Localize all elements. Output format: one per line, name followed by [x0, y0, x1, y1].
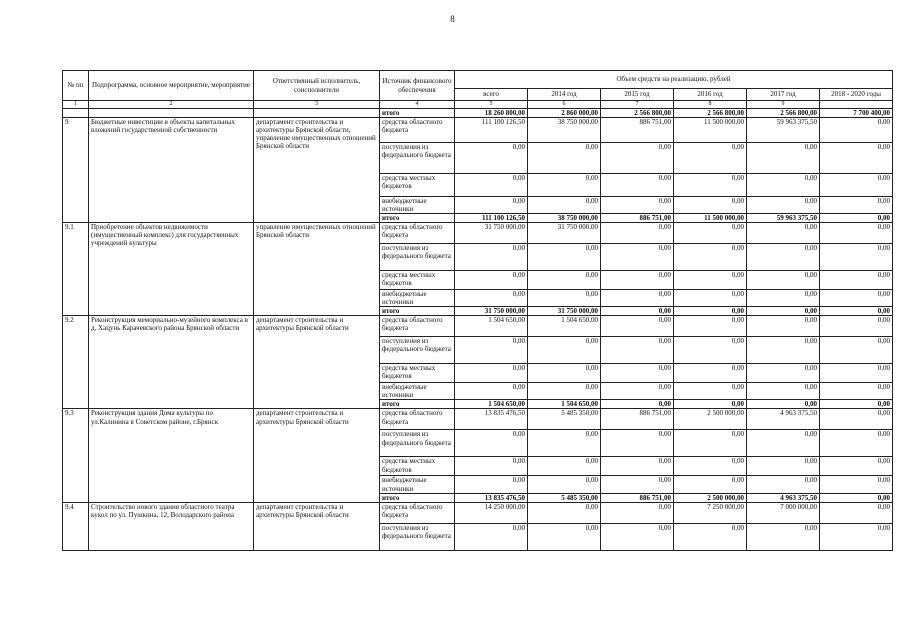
source-label: поступления из федерального бюджета	[380, 523, 455, 550]
cell-value: 0,00	[528, 174, 601, 197]
cell-value: 38 750 000,00	[528, 214, 601, 223]
source-label: внебюджетные источники	[380, 197, 455, 214]
cell-value: 0,00	[674, 457, 747, 476]
col-number: 7	[601, 101, 674, 109]
cell-value: 0,00	[528, 197, 601, 214]
cell-value: 0,00	[455, 523, 528, 550]
table-row	[63, 502, 893, 523]
cell-value: 0,00	[601, 197, 674, 214]
col-executor-header: Ответственный исполнитель, соисполнители	[254, 71, 380, 101]
cell-value: 0,00	[747, 364, 820, 383]
cell-value: 2 566 800,00	[601, 109, 674, 118]
cell-value: 0,00	[528, 430, 601, 457]
section-number: 9.1	[63, 223, 89, 316]
cell-value: 0,00	[528, 457, 601, 476]
cell-value: 18 260 800,00	[455, 109, 528, 118]
total-label: итого	[380, 493, 455, 502]
cell-value: 0,00	[747, 523, 820, 550]
cell-value: 111 100 126,50	[455, 214, 528, 223]
page-number: 8	[450, 14, 455, 24]
cell-value: 0,00	[674, 383, 747, 400]
total-label: итого	[380, 307, 455, 316]
cell-value: 0,00	[674, 197, 747, 214]
cell-value: 0,00	[601, 476, 674, 493]
cell-value: 0,00	[455, 383, 528, 400]
cell-value: 0,00	[747, 244, 820, 271]
cell-value: 0,00	[528, 383, 601, 400]
section-title: Приобретение объектов недвижимости (имущественный комплекс) для государственных учреждений культуры	[89, 223, 254, 316]
year-header: всего	[455, 89, 528, 101]
cell-value: 0,00	[601, 337, 674, 364]
cell-value: 0,00	[455, 174, 528, 197]
cell-value: 0,00	[601, 523, 674, 550]
cell-value: 0,00	[747, 400, 820, 409]
section-title: Реконструкция мемориально-музейного комплекса в д. Хацунь Карачевского района Брянской области	[89, 316, 254, 409]
cell-value: 0,00	[820, 400, 893, 409]
cell-value: 0,00	[601, 430, 674, 457]
cell-value: 0,00	[528, 502, 601, 523]
cell-value: 1 504 650,00	[455, 400, 528, 409]
cell-value: 0,00	[674, 400, 747, 409]
cell-value: 0,00	[601, 383, 674, 400]
cell-value: 0,00	[747, 197, 820, 214]
cell-value: 0,00	[601, 271, 674, 290]
cell-value: 0,00	[528, 364, 601, 383]
cell-value: 0,00	[747, 476, 820, 493]
source-label: средства местных бюджетов	[380, 364, 455, 383]
cell-value: 0,00	[747, 223, 820, 244]
cell-value: 5 485 350,00	[528, 493, 601, 502]
cell-value: 0,00	[455, 457, 528, 476]
cell-value: 0,00	[820, 244, 893, 271]
cell-value: 0,00	[455, 197, 528, 214]
cell-value: 0,00	[601, 143, 674, 174]
cell-value: 0,00	[820, 271, 893, 290]
cell-value: 2 860 000,00	[528, 109, 601, 118]
source-label: средства местных бюджетов	[380, 457, 455, 476]
section-executor: департамент строительства и архитектуры Брянской области	[254, 316, 380, 409]
year-header: 2016 год	[674, 89, 747, 101]
cell-value: 886 751,00	[601, 214, 674, 223]
source-label: средства областного бюджета	[380, 409, 455, 430]
year-header: 2014 год	[528, 89, 601, 101]
cell-value: 1 504 650,00	[528, 400, 601, 409]
cell-value: 886 751,00	[601, 493, 674, 502]
cell-value: 31 750 000,00	[528, 307, 601, 316]
cell-value: 0,00	[820, 118, 893, 143]
cell-value: 0,00	[820, 143, 893, 174]
cell-value: 0,00	[820, 523, 893, 550]
col-number: 2	[89, 101, 254, 109]
cell-value: 5 485 350,00	[528, 409, 601, 430]
cell-value: 11 500 000,00	[674, 118, 747, 143]
cell-value: 0,00	[455, 244, 528, 271]
section-number: 9	[63, 118, 89, 223]
cell-value: 0,00	[747, 174, 820, 197]
col-subprogram-header: Подпрограмма, основное мероприятие, мероприятие	[89, 71, 254, 101]
section-number: 9.3	[63, 409, 89, 502]
cell-value: 0,00	[747, 271, 820, 290]
cell-value: 4 963 375,50	[747, 409, 820, 430]
cell-value: 0,00	[528, 271, 601, 290]
cell-value: 0,00	[674, 337, 747, 364]
cell-value: 0,00	[820, 214, 893, 223]
cell-value: 0,00	[601, 400, 674, 409]
source-label: средства областного бюджета	[380, 502, 455, 523]
cell-value: 0,00	[820, 337, 893, 364]
cell-value: 0,00	[601, 364, 674, 383]
cell-value: 0,00	[674, 290, 747, 307]
cell-value: 11 500 000,00	[674, 214, 747, 223]
cell-value: 0,00	[820, 307, 893, 316]
col-number: 9	[747, 101, 820, 109]
cell-value: 7 000 000,00	[747, 502, 820, 523]
year-header: 2015 год	[601, 89, 674, 101]
cell-value: 2 566 800,00	[674, 109, 747, 118]
cell-value: 0,00	[747, 337, 820, 364]
cell-value: 0,00	[820, 502, 893, 523]
section-executor: управление имущественных отношений Брянской области	[254, 223, 380, 316]
cell-value: 0,00	[455, 430, 528, 457]
cell-value: 2 500 000,00	[674, 409, 747, 430]
table-body	[63, 109, 893, 551]
cell-value: 886 751,00	[601, 409, 674, 430]
cell-value: 0,00	[674, 364, 747, 383]
cell-value: 0,00	[820, 493, 893, 502]
cell-value: 0,00	[747, 316, 820, 337]
source-label: поступления из федерального бюджета	[380, 143, 455, 174]
total-label: итого	[380, 214, 455, 223]
source-label: поступления из федерального бюджета	[380, 430, 455, 457]
table-row	[63, 118, 893, 143]
cell-value: 0,00	[820, 383, 893, 400]
col-number: 6	[528, 101, 601, 109]
cell-value: 0,00	[674, 430, 747, 457]
source-label: внебюджетные источники	[380, 383, 455, 400]
table-row	[63, 223, 893, 244]
source-label: средства областного бюджета	[380, 316, 455, 337]
cell-value: 1 504 650,00	[455, 316, 528, 337]
cell-value: 0,00	[674, 244, 747, 271]
cell-value: 0,00	[820, 174, 893, 197]
year-header: 2017 год	[747, 89, 820, 101]
source-label: внебюджетные источники	[380, 290, 455, 307]
total-label: итого	[380, 109, 455, 118]
source-label: средства областного бюджета	[380, 118, 455, 143]
cell-value: 2 566 800,00	[747, 109, 820, 118]
cell-value: 7 700 400,00	[820, 109, 893, 118]
section-title: Строительство нового здания областного театра кукол по ул. Пушкина, 12, Володарского района	[89, 502, 254, 550]
col-number: 5	[455, 101, 528, 109]
cell-value: 4 963 375,50	[747, 493, 820, 502]
cell-value: 59 963 375,50	[747, 214, 820, 223]
cell-value: 0,00	[528, 290, 601, 307]
cell-value: 0,00	[601, 290, 674, 307]
table-row	[63, 409, 893, 430]
col-source-header: Источник финансового обеспечения	[380, 71, 455, 101]
source-label: средства местных бюджетов	[380, 174, 455, 197]
section-number: 9.4	[63, 502, 89, 550]
cell-value: 38 750 000,00	[528, 118, 601, 143]
cell-value: 0,00	[747, 307, 820, 316]
section-executor: департамент строительства и архитектуры Брянской области	[254, 409, 380, 502]
source-label: поступления из федерального бюджета	[380, 337, 455, 364]
col-number: 3	[254, 101, 380, 109]
cell-value: 14 250 000,00	[455, 502, 528, 523]
cell-value: 0,00	[820, 197, 893, 214]
cell-value: 0,00	[820, 409, 893, 430]
cell-value: 0,00	[528, 244, 601, 271]
cell-value: 0,00	[820, 223, 893, 244]
cell-value: 0,00	[747, 457, 820, 476]
col-no-header: № пп	[63, 71, 89, 101]
section-title: Реконструкция здания Дома культуры по ул.Калинина в Советском районе, г.Брянск	[89, 409, 254, 502]
cell-value: 7 250 000,00	[674, 502, 747, 523]
cell-value: 0,00	[674, 316, 747, 337]
cell-value: 0,00	[455, 290, 528, 307]
cell-value: 1 504 650,00	[528, 316, 601, 337]
cell-value: 0,00	[528, 143, 601, 174]
cell-value: 0,00	[820, 457, 893, 476]
cell-value: 0,00	[528, 523, 601, 550]
cell-value: 0,00	[455, 143, 528, 174]
source-label: поступления из федерального бюджета	[380, 244, 455, 271]
cell-value: 0,00	[601, 502, 674, 523]
cell-value: 31 750 000,00	[455, 307, 528, 316]
section-number: 9.2	[63, 316, 89, 409]
cell-value: 59 963 375,50	[747, 118, 820, 143]
cell-value: 0,00	[820, 476, 893, 493]
cell-value: 0,00	[747, 430, 820, 457]
col-volume-header: Объем средств на реализацию, рублей	[455, 71, 893, 89]
cell-value: 0,00	[820, 316, 893, 337]
source-label: средства областного бюджета	[380, 223, 455, 244]
cell-value: 0,00	[674, 271, 747, 290]
section-title: Бюджетные инвестиции в объекты капитальных вложений государственной собственности	[89, 118, 254, 223]
cell-value: 111 100 126,50	[455, 118, 528, 143]
cell-value: 13 835 476,50	[455, 493, 528, 502]
section-executor: департамент строительства и архитектуры Брянской области, управление имущественных отношений Брянской области	[254, 118, 380, 223]
cell-value: 0,00	[674, 307, 747, 316]
budget-table	[62, 70, 893, 551]
col-number: 1	[63, 101, 89, 109]
cell-value: 0,00	[747, 143, 820, 174]
table-row	[63, 316, 893, 337]
cell-value: 31 750 000,00	[455, 223, 528, 244]
table-row	[63, 109, 893, 118]
col-number: 4	[380, 101, 455, 109]
cell-value: 0,00	[528, 337, 601, 364]
source-label: средства местных бюджетов	[380, 271, 455, 290]
year-header: 2018 - 2020 годы	[820, 89, 893, 101]
cell-value: 0,00	[820, 430, 893, 457]
cell-value: 0,00	[601, 316, 674, 337]
cell-value: 0,00	[528, 476, 601, 493]
cell-value: 0,00	[601, 244, 674, 271]
cell-value: 886 751,00	[601, 118, 674, 143]
cell-value: 0,00	[455, 337, 528, 364]
total-label: итого	[380, 400, 455, 409]
cell-value: 0,00	[674, 523, 747, 550]
cell-value: 0,00	[674, 476, 747, 493]
cell-value: 0,00	[747, 290, 820, 307]
cell-value: 0,00	[820, 290, 893, 307]
cell-value: 0,00	[674, 223, 747, 244]
cell-value: 0,00	[674, 174, 747, 197]
cell-value: 0,00	[601, 457, 674, 476]
source-label: внебюджетные источники	[380, 476, 455, 493]
cell-value: 0,00	[601, 307, 674, 316]
cell-value: 0,00	[601, 223, 674, 244]
cell-value: 13 835 476,50	[455, 409, 528, 430]
cell-value: 31 750 000,00	[528, 223, 601, 244]
cell-value: 2 500 000,00	[674, 493, 747, 502]
cell-value: 0,00	[455, 271, 528, 290]
cell-value: 0,00	[455, 476, 528, 493]
cell-value: 0,00	[601, 174, 674, 197]
col-number: 8	[674, 101, 747, 109]
cell-value: 0,00	[747, 383, 820, 400]
cell-value: 0,00	[674, 143, 747, 174]
cell-value: 0,00	[820, 364, 893, 383]
cell-value: 0,00	[455, 364, 528, 383]
section-executor: департамент строительства и архитектуры Брянской области	[254, 502, 380, 550]
